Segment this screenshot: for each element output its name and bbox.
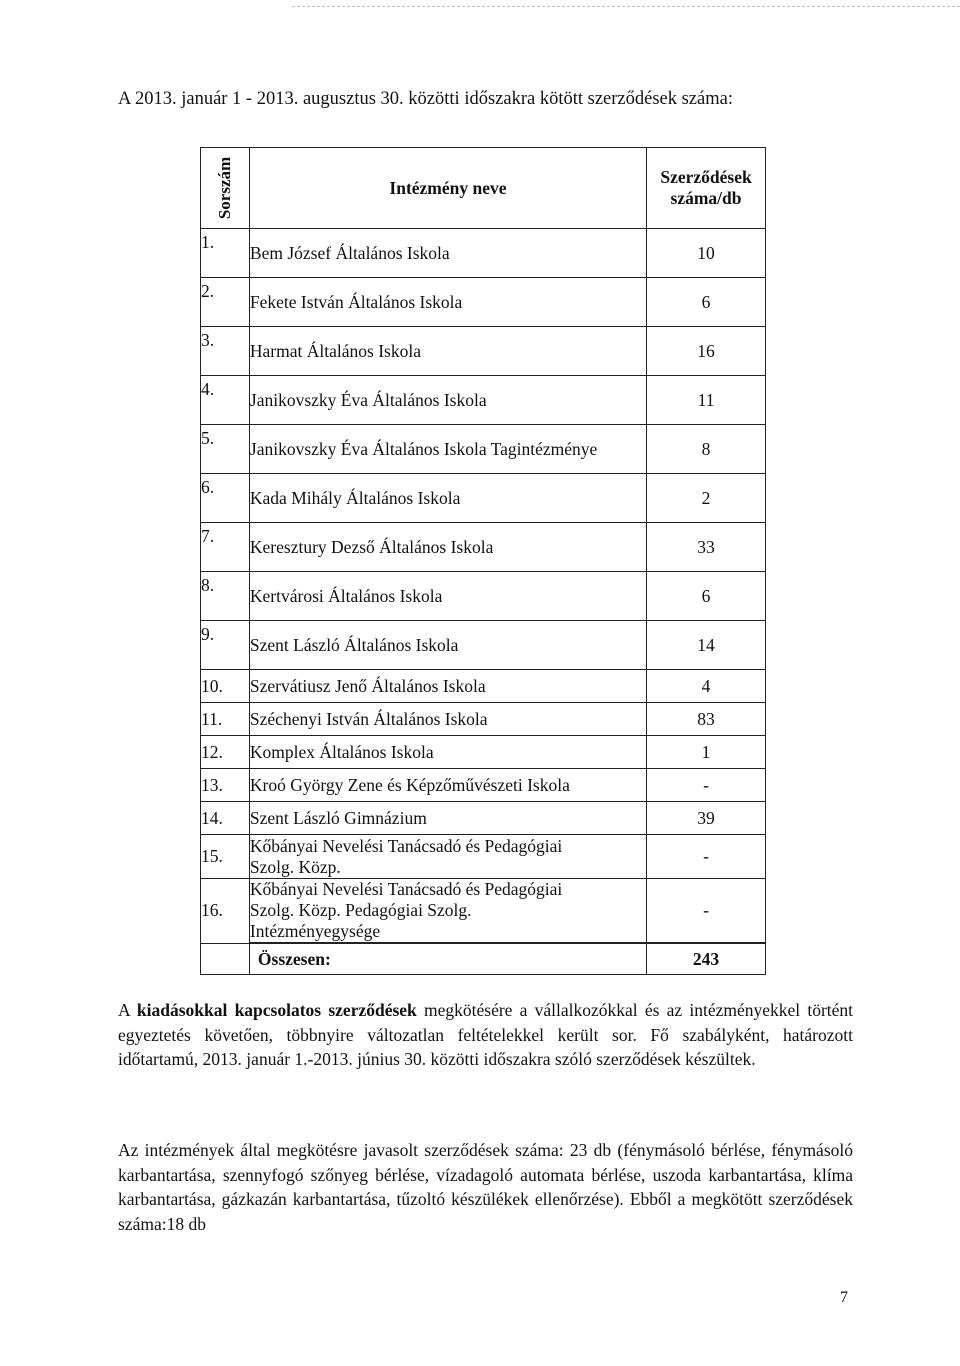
row-number: 14. (201, 802, 250, 835)
row-number: 10. (201, 670, 250, 703)
row-count: 83 (647, 703, 766, 736)
table-row (201, 802, 766, 835)
top-scan-line (292, 6, 960, 7)
row-number: 9. (201, 621, 250, 670)
row-number: 6. (201, 474, 250, 523)
header-institution-name: Intézmény neve (249, 148, 646, 229)
row-number: 1. (201, 229, 250, 278)
row-institution-line: Kőbányai Nevelési Tanácsadó és Pedagógiai (249, 835, 563, 856)
table-row (201, 425, 766, 474)
row-institution-line: Szolg. Közp. Pedagógiai Szolg. (249, 900, 472, 920)
row-institution-line: Intézményegysége (249, 921, 381, 941)
table-row (201, 835, 766, 879)
row-count: - (647, 769, 766, 802)
row-number: 5. (201, 425, 250, 474)
row-count: 11 (647, 376, 766, 425)
table-row (201, 572, 766, 621)
total-value: 243 (647, 943, 766, 975)
row-count: 4 (647, 670, 766, 703)
row-number: 3. (201, 327, 250, 376)
row-count: 1 (647, 736, 766, 769)
row-number: 4. (201, 376, 250, 425)
row-institution: Keresztury Dezső Általános Iskola (249, 523, 646, 572)
contracts-table (200, 147, 766, 975)
table-row (201, 376, 766, 425)
row-institution: Komplex Általános Iskola (249, 736, 646, 769)
row-count: 39 (647, 802, 766, 835)
paragraph1-rest: megkötésére a vállalkozókkal és az intézményekkel történt egyeztetés követően, többnyire változatlan feltételekkel került sor. Fő szabályként, határozott időtartamú, 2013. január 1.-2013. június 30. közötti időszakra szóló szerződések készültek. (118, 1000, 854, 1069)
paragraph-contracts-expenses (118, 998, 853, 1072)
row-institution: Kertvárosi Általános Iskola (249, 572, 646, 621)
row-institution: Fekete István Általános Iskola (249, 278, 646, 327)
paragraph1-bold-szerzodesek: szerződések (328, 1000, 417, 1020)
row-institution: Janikovszky Éva Általános Iskola (249, 376, 646, 425)
paragraph1-bold-kiadasokkal: kiadásokkal (136, 1000, 228, 1020)
table-row (201, 523, 766, 572)
table-row (201, 474, 766, 523)
table-row (201, 703, 766, 736)
row-count: 6 (647, 278, 766, 327)
table-header-row (201, 148, 766, 229)
row-institution-line: Szolg. Közp. (249, 856, 341, 877)
row-institution: Szent László Gimnázium (249, 802, 646, 835)
row-count: 14 (647, 621, 766, 670)
row-count: 33 (647, 523, 766, 572)
row-count: 16 (647, 327, 766, 376)
row-count: - (647, 835, 766, 879)
row-number: 13. (201, 769, 250, 802)
header-contract-count (647, 148, 766, 229)
table-row (201, 769, 766, 802)
row-number: 11. (201, 703, 250, 736)
table-row (201, 278, 766, 327)
paragraph1-space (227, 1000, 234, 1020)
header-count-line2: száma/db (670, 188, 742, 208)
row-institution: Széchenyi István Általános Iskola (249, 703, 646, 736)
total-blank-cell (201, 943, 250, 975)
row-institution (249, 835, 646, 879)
paragraph1-bold-kapcsolatos: kapcsolatos (234, 1000, 322, 1020)
table-row (201, 621, 766, 670)
row-institution-line: Kőbányai Nevelési Tanácsadó és Pedagógiai (249, 879, 563, 899)
page-heading: A 2013. január 1 - 2013. augusztus 30. közötti időszakra kötött szerződések száma: (118, 89, 733, 109)
page-number: 7 (840, 1289, 848, 1306)
paragraph-proposed-contracts: Az intézmények által megkötésre javasolt szerződések száma: 23 db (fénymásoló bérlése, fénymásoló karbantartása, szennyfogó szőnyeg bérlése, vízadagoló automata bérlése, uszoda karbantartása, klíma karbantartása, gázkazán karbantartása, tűzoltó készülékek ellenőrzése). Ebből a megkötött szerződések száma:18 db (118, 1140, 853, 1234)
total-label: Összesen: (249, 943, 646, 975)
row-number: 2. (201, 278, 250, 327)
table-row (201, 670, 766, 703)
row-number: 16. (201, 879, 250, 944)
row-institution: Janikovszky Éva Általános Iskola Tagintézménye (249, 425, 646, 474)
row-count: 10 (647, 229, 766, 278)
paragraph1-prefix: A (118, 1000, 137, 1020)
row-number: 7. (201, 523, 250, 572)
row-institution: Harmat Általános Iskola (249, 327, 646, 376)
table-row (201, 229, 766, 278)
row-institution (249, 879, 646, 944)
header-count-line1: Szerződések (660, 167, 752, 188)
table-row (201, 736, 766, 769)
row-number: 12. (201, 736, 250, 769)
row-number: 8. (201, 572, 250, 621)
row-count: 6 (647, 572, 766, 621)
row-count: 8 (647, 425, 766, 474)
header-sorszam: Sorszám (201, 148, 250, 229)
row-institution: Bem József Általános Iskola (249, 229, 646, 278)
row-count: 2 (647, 474, 766, 523)
row-institution: Szervátiusz Jenő Általános Iskola (249, 670, 646, 703)
table-row (201, 327, 766, 376)
row-count: - (647, 879, 766, 944)
row-institution: Kroó György Zene és Képzőművészeti Iskola (249, 769, 646, 802)
row-number: 15. (201, 835, 250, 879)
row-institution: Szent László Általános Iskola (249, 621, 646, 670)
row-institution: Kada Mihály Általános Iskola (249, 474, 646, 523)
total-row (201, 943, 766, 975)
table-row (201, 879, 766, 944)
